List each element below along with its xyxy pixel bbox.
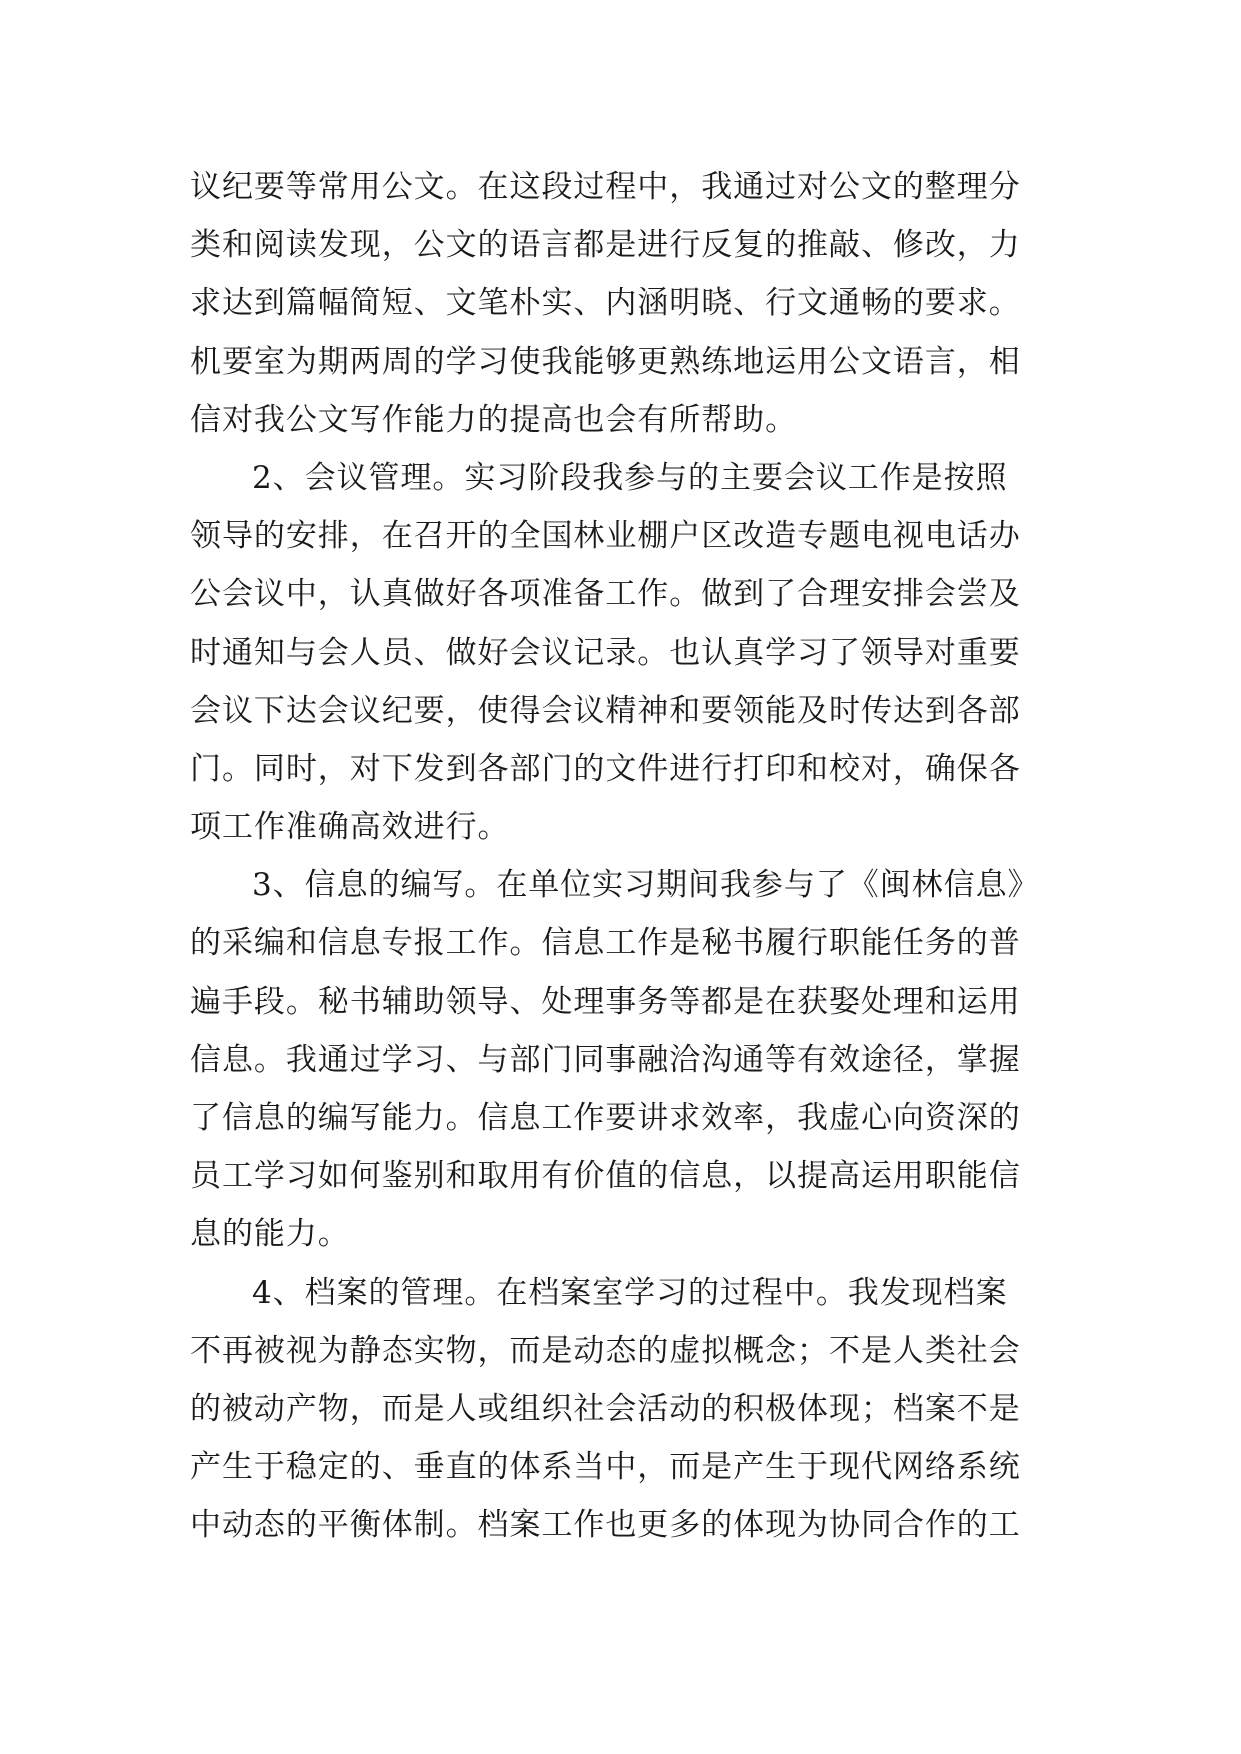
text-line: 产生于稳定的、垂直的体系当中，而是产生于现代网络系统 xyxy=(190,1449,1021,1486)
text-line: 的被动产物，而是人或组织社会活动的积极体现；档案不是 xyxy=(190,1390,1021,1427)
text-line: 求达到篇幅简短、文笔朴实、内涵明晓、行文通畅的要求。 xyxy=(190,285,1021,322)
paragraph-archive-management xyxy=(190,1264,1070,1555)
paragraph-information-writing xyxy=(190,856,1070,1263)
text-line: 遍手段。秘书辅助领导、处理事务等都是在获娶处理和运用 xyxy=(190,983,1021,1020)
text-line: 类和阅读发现，公文的语言都是进行反复的推敲、修改，力 xyxy=(190,227,1021,264)
text-line: 时通知与会人员、做好会议记录。也认真学习了领导对重要 xyxy=(190,634,1021,671)
paragraph-meeting-management xyxy=(190,449,1070,856)
text-line: 不再被视为静态实物，而是动态的虚拟概念；不是人类社会 xyxy=(190,1332,1021,1369)
text-line: 4、档案的管理。在档案室学习的过程中。我发现档案 xyxy=(252,1274,1008,1311)
text-line: 息的能力。 xyxy=(190,1216,350,1253)
text-line: 员工学习如何鉴别和取用有价值的信息，以提高运用职能信 xyxy=(190,1158,1021,1195)
text-line: 信息。我通过学习、与部门同事融洽沟通等有效途径，掌握 xyxy=(190,1041,1021,1078)
text-line: 3、信息的编写。在单位实习期间我参与了《闽林信息》 xyxy=(252,867,1040,904)
text-line: 门。同时，对下发到各部门的文件进行打印和校对，确保各 xyxy=(190,750,1021,787)
text-line: 了信息的编写能力。信息工作要讲求效率，我虚心向资深的 xyxy=(190,1100,1021,1136)
text-line: 机要室为期两周的学习使我能够更熟练地运用公文语言，相 xyxy=(190,343,1021,380)
document-body xyxy=(190,158,1070,1555)
text-line: 公会议中，认真做好各项准备工作。做到了合理安排会尝及 xyxy=(190,576,1021,613)
paragraph-continuation xyxy=(190,158,1070,449)
text-line: 的采编和信息专报工作。信息工作是秘书履行职能任务的普 xyxy=(190,925,1021,962)
text-line: 议纪要等常用公文。在这段过程中，我通过对公文的整理分 xyxy=(190,169,1021,205)
text-line: 2、会议管理。实习阶段我参与的主要会议工作是按照 xyxy=(252,459,1008,496)
text-line: 会议下达会议纪要，使得会议精神和要领能及时传达到各部 xyxy=(190,692,1021,729)
text-line: 项工作准确高效进行。 xyxy=(190,809,510,846)
text-line: 信对我公文写作能力的提高也会有所帮助。 xyxy=(190,401,798,438)
text-line: 中动态的平衡体制。档案工作也更多的体现为协同合作的工 xyxy=(190,1507,1021,1544)
text-line: 领导的安排，在召开的全国林业棚户区改造专题电视电话办 xyxy=(190,518,1021,555)
